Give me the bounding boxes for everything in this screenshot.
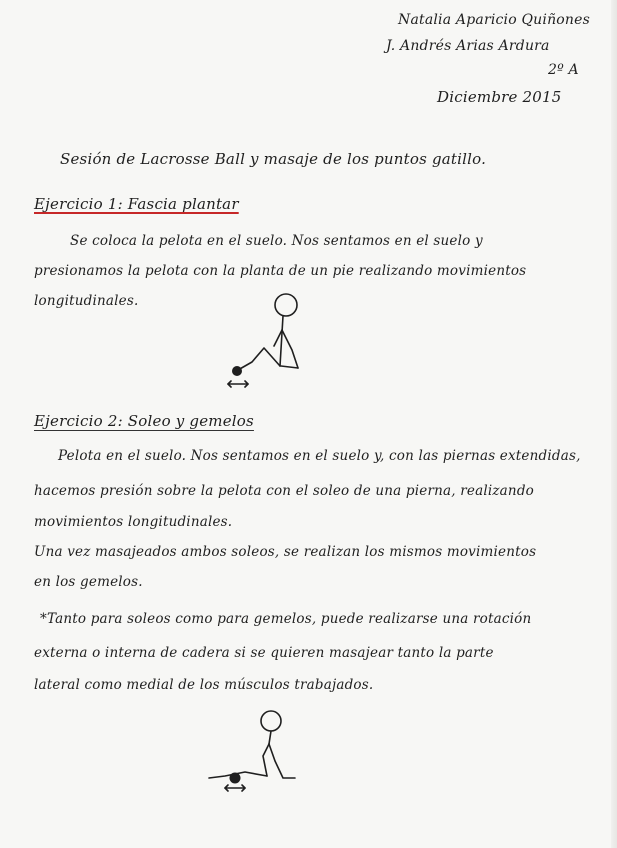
date-label: Diciembre 2015 [437,88,562,106]
page-edge [611,0,617,848]
session-title: Sesión de Lacrosse Ball y masaje de los puntos gatillo. [60,150,487,168]
exercise-1-heading: Ejercicio 1: Fascia plantar [34,195,239,213]
exercise-1-line-3: longitudinales. [34,293,139,309]
exercise-2-heading: Ejercicio 2: Soleo y gemelos [34,412,254,430]
exercise-2-note-line-3: lateral como medial de los músculos trabajados. [34,677,374,693]
exercise-1-line-1: Se coloca la pelota en el suelo. Nos sentamos en el suelo y [70,233,483,249]
stick-figure-leg-on-ball-sketch [205,706,320,806]
exercise-2-note-line-1: *Tanto para soleos como para gemelos, puede realizarse una rotación [40,611,532,627]
exercise-2-note-line-2: externa o interna de cadera si se quieren masajear tanto la parte [34,645,494,661]
exercise-2-line-4: Una vez masajeados ambos soleos, se realizan los mismos movimientos [34,544,537,560]
author-name-2: J. Andrés Arias Ardura [386,38,550,54]
exercise-1-line-2: presionamos la pelota con la planta de un pie realizando movimientos [34,263,527,279]
exercise-2-line-2: hacemos presión sobre la pelota con el soleo de una pierna, realizando [34,483,534,499]
stick-figure-seated-sketch [220,288,330,393]
exercise-2-line-1: Pelota en el suelo. Nos sentamos en el suelo y, con las piernas extendidas, [58,448,581,464]
exercise-2-line-3: movimientos longitudinales. [34,514,233,530]
exercise-2-line-5: en los gemelos. [34,574,143,590]
group-label: 2º A [548,62,579,78]
author-name-1: Natalia Aparicio Quiñones [398,12,591,28]
